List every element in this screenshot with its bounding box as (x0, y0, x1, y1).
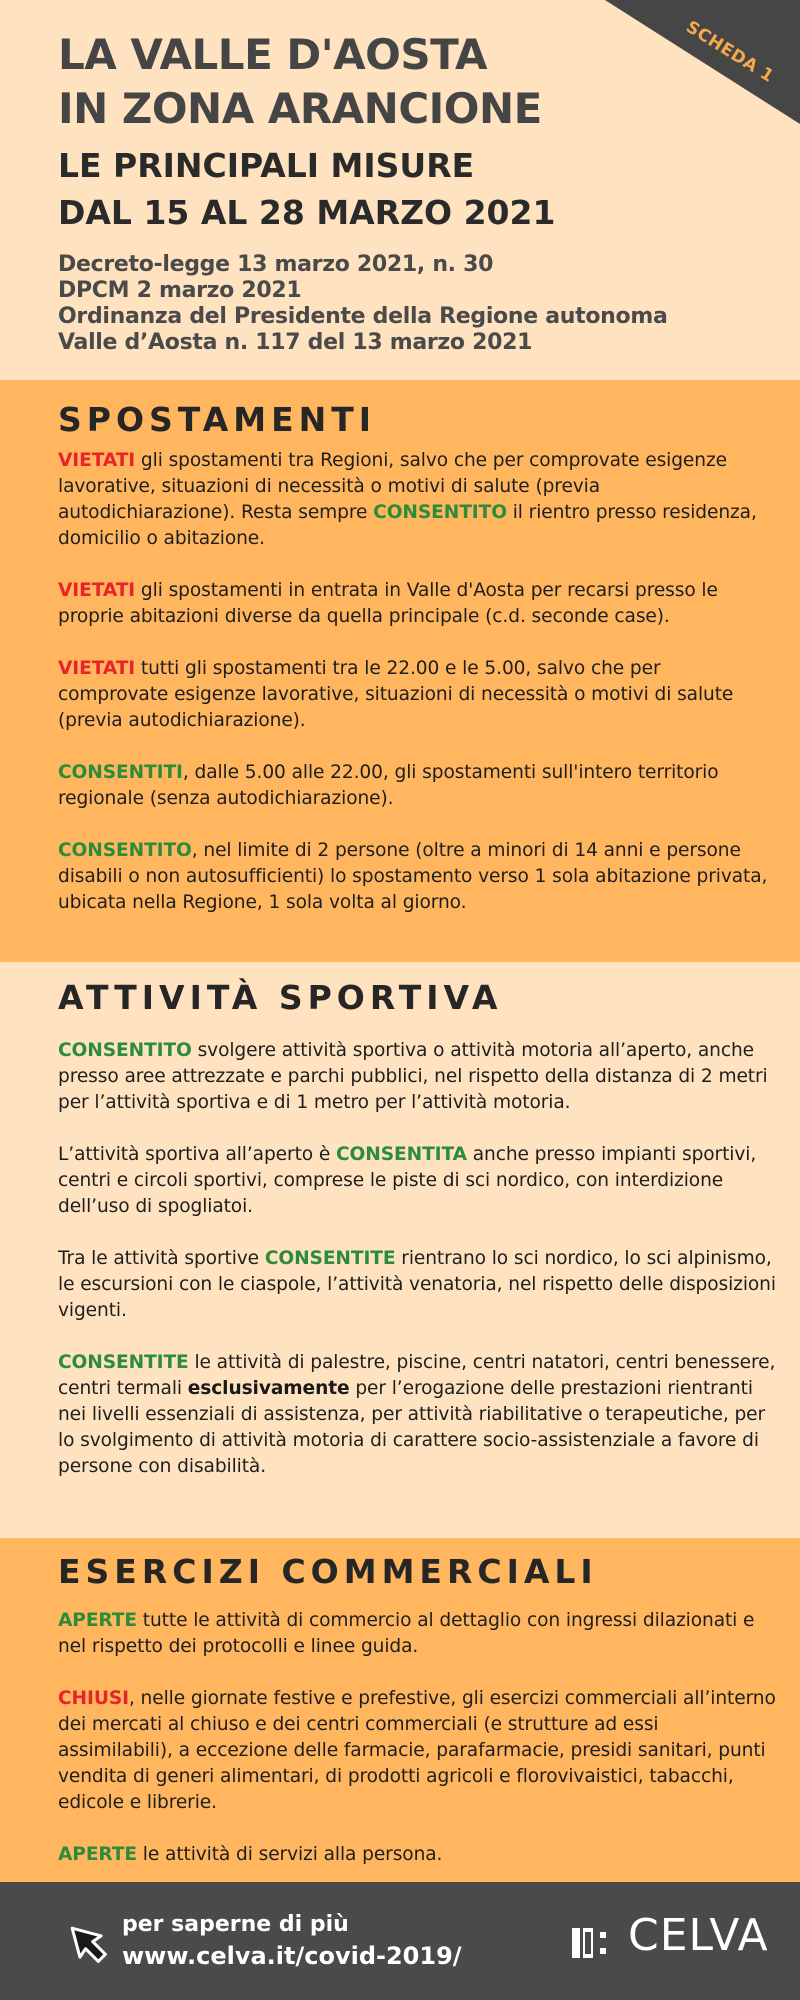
keyword-red: CHIUSI (58, 1688, 129, 1709)
reference-dpcm: DPCM 2 marzo 2021 (58, 278, 302, 303)
section-attivita-sportiva (0, 962, 800, 1538)
celva-logo-text: CELVA (628, 1910, 769, 1961)
page-title-line-2: IN ZONA ARANCIONE (58, 84, 542, 133)
paragraph-text: il rientro presso residenza, domicilio o abitazione. (58, 502, 757, 549)
keyword-green: CONSENTITE (58, 1352, 189, 1373)
keyword-green: CONSENTITA (336, 1144, 467, 1165)
section-title: ESERCIZI COMMERCIALI (58, 1552, 598, 1591)
section-body (58, 1038, 776, 1506)
keyword-green: CONSENTITO (373, 502, 507, 523)
page-subtitle-line-1: LE PRINCIPALI MISURE (58, 146, 475, 185)
keyword-green: CONSENTITO (58, 840, 192, 861)
footer (0, 1882, 800, 2000)
section-body (58, 448, 776, 942)
emphasis-text: esclusivamente (187, 1378, 350, 1399)
paragraph (58, 1038, 776, 1116)
paragraph (58, 1686, 776, 1816)
reference-ordinanza-line-1: Ordinanza del Presidente della Regione autonoma (58, 304, 668, 329)
paragraph (58, 1350, 776, 1480)
paragraph (58, 1142, 776, 1220)
paragraph (58, 1246, 776, 1324)
paragraph (58, 1608, 776, 1660)
section-esercizi-commerciali (0, 1538, 800, 1882)
reference-ordinanza-line-2: Valle d’Aosta n. 117 del 13 marzo 2021 (58, 330, 533, 355)
paragraph-text: per l’erogazione delle prestazioni rientranti nei livelli essenziali di assistenza, per attività riabilitative o terapeutiche, per lo svolgimento di attività motoria di carattere socio-assistenziale a favore di persone con disabilità. (58, 1378, 766, 1477)
paragraph-text: , nel limite di 2 persone (oltre a minori di 14 anni e persone disabili o non autosufficienti) lo spostamento verso 1 sola abitazione privata, ubicata nella Regione, 1 sola volta al giorno. (58, 840, 768, 913)
page-subtitle-line-2: DAL 15 AL 28 MARZO 2021 (58, 193, 556, 232)
paragraph-text: gli spostamenti tra Regioni, salvo che per comprovate esigenze lavorative, situazioni di necessità o motivi di salute (previa autodichiarazione). Resta sempre (58, 450, 727, 523)
paragraph-text: L’attività sportiva all’aperto è (58, 1144, 336, 1165)
paragraph-text: anche presso impianti sportivi, centri e circoli sportivi, comprese le piste di sci nordico, con interdizione dell’uso di spogliatoi. (58, 1144, 757, 1217)
reference-decreto-legge: Decreto-legge 13 marzo 2021, n. 30 (58, 252, 494, 277)
page-title-line-1: LA VALLE D'AOSTA (58, 30, 487, 79)
keyword-green: CONSENTITO (58, 1040, 192, 1061)
keyword-green: APERTE (58, 1844, 137, 1865)
paragraph-text: svolgere attività sportiva o attività motoria all’aperto, anche presso aree attrezzate e parchi pubblici, nel rispetto della distanza di 2 metri per l’attività sportiva e di 1 metro per l’attività motoria. (58, 1040, 768, 1113)
section-title: ATTIVITÀ SPORTIVA (58, 978, 503, 1017)
keyword-green: CONSENTITE (264, 1248, 396, 1269)
paragraph-text: tutte le attività di commercio al dettaglio con ingressi dilazionati e nel rispetto dei protocolli e linee guida. (58, 1610, 755, 1657)
paragraph-text: gli spostamenti in entrata in Valle d'Aosta per recarsi presso le proprie abitazioni diverse da quella principale (c.d. seconde case). (58, 580, 718, 627)
paragraph (58, 578, 776, 630)
paragraph (58, 760, 776, 812)
more-info-link[interactable]: www.celva.it/covid-2019/ (122, 1942, 462, 1970)
keyword-green: CONSENTITI (58, 762, 183, 783)
paragraph-text: , nelle giornate festive e prefestive, gli esercizi commerciali all’interno dei mercati al chiuso e dei centri commerciali (e strutture ad essi assimilabili), a eccezione delle farmacie, parafarmacie, presidi sanitari, punti vendita di generi alimentari, di prodotti agricoli e florovivaistici, tabacchi, edicole e librerie. (58, 1688, 776, 1813)
more-info-label: per saperne di più (122, 1912, 349, 1937)
paragraph (58, 448, 776, 552)
paragraph (58, 1842, 776, 1868)
scheda-corner-ribbon (605, 0, 800, 124)
scheda-badge: SCHEDA 1 (682, 17, 778, 87)
celva-logo-icon (570, 1922, 614, 1962)
paragraph-text: , dalle 5.00 alle 22.00, gli spostamenti sull'intero territorio regionale (senza autodichiarazione). (58, 762, 719, 809)
header (0, 0, 800, 380)
cursor-arrow-icon (62, 1918, 112, 1968)
keyword-red: VIETATI (58, 658, 136, 679)
section-spostamenti (0, 380, 800, 962)
section-title: SPOSTAMENTI (58, 400, 377, 439)
section-body (58, 1608, 776, 1894)
paragraph-text: Tra le attività sportive (58, 1248, 265, 1269)
keyword-red: VIETATI (58, 450, 136, 471)
paragraph-text: tutti gli spostamenti tra le 22.00 e le 5.00, salvo che per comprovate esigenze lavorative, situazioni di necessità o motivi di salute (previa autodichiarazione). (58, 658, 734, 731)
keyword-green: APERTE (58, 1610, 137, 1631)
keyword-red: VIETATI (58, 580, 136, 601)
paragraph (58, 838, 776, 916)
paragraph-text: le attività di servizi alla persona. (137, 1844, 443, 1865)
paragraph-text: le attività di palestre, piscine, centri natatori, centri benessere, centri termali (58, 1352, 776, 1399)
paragraph (58, 656, 776, 734)
paragraph-text: rientrano lo sci nordico, lo sci alpinismo, le escursioni con le ciaspole, l’attività venatoria, nel rispetto delle disposizioni vigenti. (58, 1248, 776, 1321)
